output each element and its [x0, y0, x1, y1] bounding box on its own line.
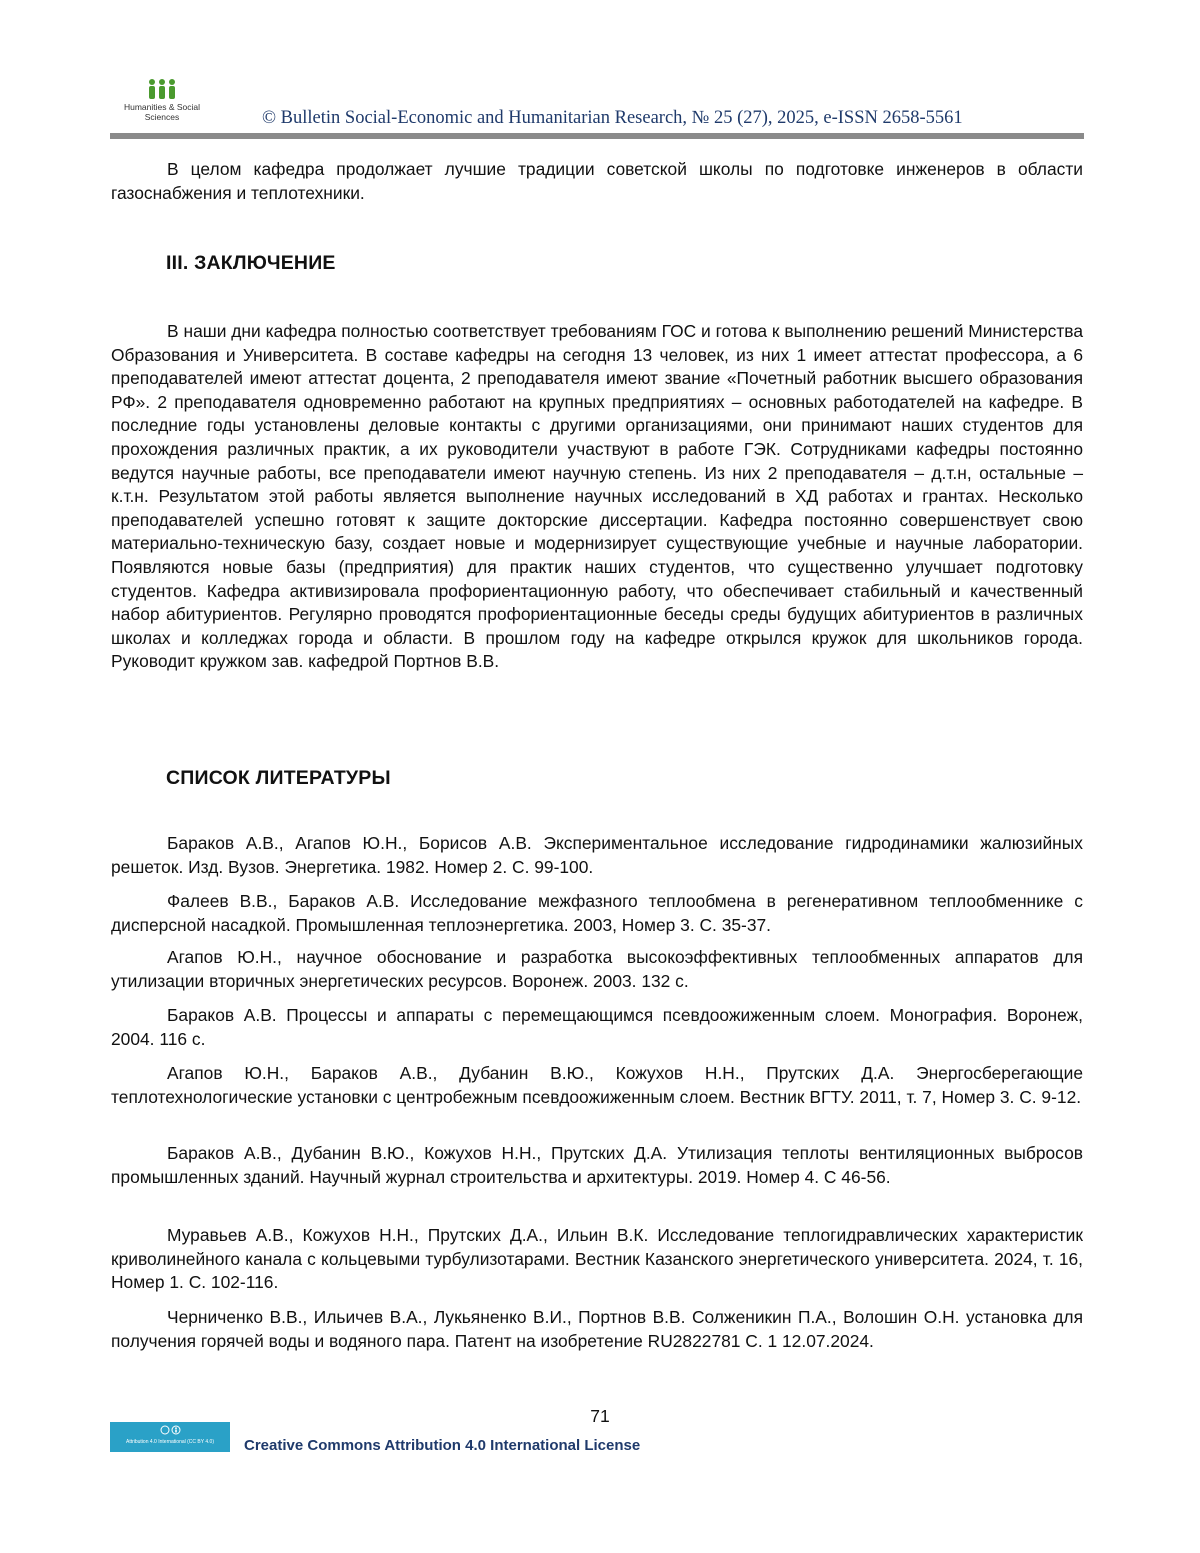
references-heading: СПИСОК ЛИТЕРАТУРЫ: [166, 767, 391, 789]
reference-item: Агапов Ю.Н., Бараков А.В., Дубанин В.Ю., Кожухов Н.Н., Прутских Д.А. Энергосберегающие теплотехнологические установки с центробежным псевдоожиженным слоем. Вестник ВГТУ. 2011, т. 7, Номер 3. С. 9-12.: [111, 1063, 1083, 1107]
reference-item: Фалеев В.В., Бараков А.В. Исследование межфазного теплообмена в регенеративном теплообменнике с дисперсной насадкой. Промышленная теплоэнергетика. 2003, Номер 3. С. 35-37.: [111, 891, 1083, 935]
reference-item: Бараков А.В. Процессы и аппараты с перемещающимся псевдоожиженным слоем. Монография. Воронеж, 2004. 116 с.: [111, 1005, 1083, 1049]
cc-by-icon: [160, 1425, 182, 1435]
reference-item: Бараков А.В., Агапов Ю.Н., Борисов А.В. Экспериментальное исследование гидродинамики жалюзийных решеток. Изд. Вузов. Энергетика. 1982. Номер 2. С. 99-100.: [111, 833, 1083, 877]
header-divider: [110, 133, 1084, 139]
humanities-people-icon: [145, 78, 179, 100]
reference-item: Черниченко В.В., Ильичев В.А., Лукьяненко В.И., Портнов В.В. Солженикин П.А., Волошин О.Н. установка для получения горячей воды и водяного пара. Патент на изобретение RU2822781 C. 1 12.07.2024.: [111, 1307, 1083, 1351]
journal-citation: © Bulletin Social-Economic and Humanitarian Research, № 25 (27), 2025, e-ISSN 2658-5561: [262, 108, 963, 128]
intro-paragraph: В целом кафедра продолжает лучшие традиции советской школы по подготовке инженеров в области газоснабжения и теплотехники.: [111, 159, 1083, 203]
conclusion-heading: III. ЗАКЛЮЧЕНИЕ: [166, 252, 336, 274]
logo-text-line2: Sciences: [144, 112, 180, 122]
reference-item: Муравьев А.В., Кожухов Н.Н., Прутских Д.А., Ильин В.К. Исследование теплогидравлических характеристик криволинейного канала с кольцевыми турбулизотарами. Вестник Казанского энергетического университета. 2024, т. 16, Номер 1. С. 102-116.: [111, 1225, 1083, 1293]
journal-logo: [112, 78, 212, 122]
page-number: 71: [590, 1406, 610, 1426]
reference-item: Агапов Ю.Н., научное обоснование и разработка высокоэффективных теплообменных аппаратов для утилизации вторичных энергетических ресурсов. Воронеж. 2003. 132 с.: [111, 947, 1083, 991]
license-link[interactable]: Creative Commons Attribution 4.0 International License: [244, 1437, 641, 1454]
reference-item: Бараков А.В., Дубанин В.Ю., Кожухов Н.Н., Прутских Д.А. Утилизация теплоты вентиляционных выбросов промышленных зданий. Научный журнал строительства и архитектуры. 2019. Номер 4. С 46-56.: [111, 1143, 1083, 1187]
cc-by-badge[interactable]: [110, 1422, 230, 1452]
conclusion-paragraph: В наши дни кафедра полностью соответствует требованиям ГОС и готова к выполнению решений Министерства Образования и Университета. В составе кафедры на сегодня 13 человек, из них 1 имеет аттестат профессора, а 6 преподавателей имеют аттестат доцента, 2 преподавателя имеют звание «Почетный работник высшего образования РФ». 2 преподавателя одновременно работают на крупных предприятиях – основных работодателей на кафедре. В последние годы установлены деловые контакты с другими организациями, они принимают наших студентов для прохождения различных практик, а их руководители участвуют в работе ГЭК. Сотрудниками кафедры постоянно ведутся научные работы, все преподаватели имеют научную степень. Из них 2 преподавателя – д.т.н, остальные – к.т.н. Результатом этой работы является выполнение научных исследований в ХД работах и грантах. Несколько преподавателей успешно готовят к защите докторские диссертации. Кафедра постоянно совершенствует свою материально-техническую базу, создает новые и модернизирует существующие учебные и научные лаборатории. Появляются новые базы (предприятия) для практик наших студентов, что существенно улучшает подготовку студентов. Кафедра активизировала профориентационную работу, что обеспечивает стабильный и качественный набор абитуриентов. Регулярно проводятся профориентационные беседы среды будущих абитуриентов в различных школах и колледжах города и области. В прошлом году на кафедре открылся кружок для школьников города. Руководит кружком зав. кафедрой Портнов В.В.: [111, 321, 1083, 672]
logo-text-line1: Humanities & Social: [123, 102, 201, 112]
cc-badge-text: Attribution 4.0 International (CC BY 4.0): [125, 1439, 214, 1445]
